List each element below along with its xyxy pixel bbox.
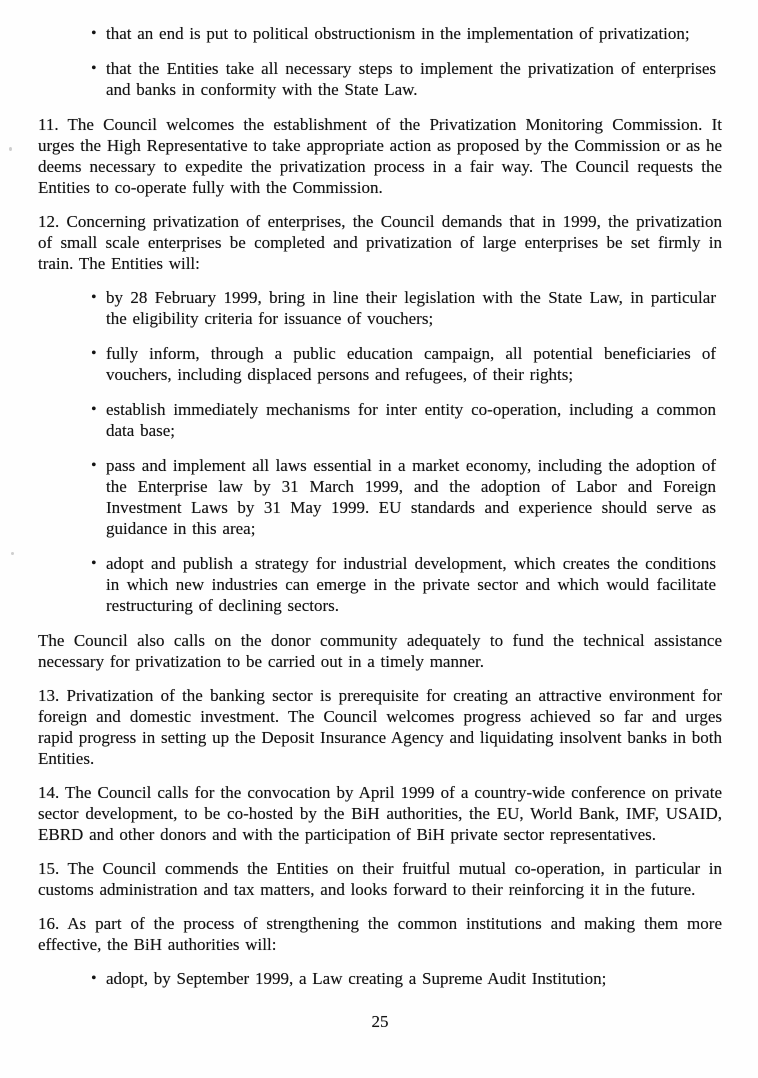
bullet-text: adopt, by September 1999, a Law creating a Supreme Audit Institution; [106,969,607,988]
page-number: 25 [371,1012,389,1031]
list-item [91,343,716,385]
list-item [91,23,716,44]
bullet-text: that the Entities take all necessary steps to implement the privatization of enterprises and banks in conformity with the State Law. [106,59,716,99]
bullet-icon: • [91,555,97,572]
top-bullet-list [38,23,722,100]
bullet-icon: • [91,289,97,306]
bullet-text: by 28 February 1999, bring in line their legislation with the State Law, in particular the eligibility criteria for issuance of vouchers; [106,288,716,328]
bullet-text: establish immediately mechanisms for inter entity co-operation, including a common data base; [106,400,716,440]
paragraph-13: 13. Privatization of the banking sector is prerequisite for creating an attractive environment for foreign and domestic investment. The Council welcomes progress achieved so far and urges rapid progress in setting up the Deposit Insurance Agency and liquidating insolvent banks in both Entities. [38,686,722,768]
list-item [91,553,716,616]
paragraph-11: 11. The Council welcomes the establishment of the Privatization Monitoring Commission. It urges the High Representative to take appropriate action as proposed by the Commission or as he deems necessary to expedite the privatization process in a fair way. The Council requests the Entities to co-operate fully with the Commission. [38,115,722,197]
bullet-text: adopt and publish a strategy for industrial development, which creates the conditions in which new industries can emerge in the private sector and which would facilitate restructuring of declining sectors. [106,554,716,615]
bullet-icon: • [91,25,97,42]
scan-artifact [11,552,14,555]
paragraph-16: 16. As part of the process of strengthening the common institutions and making them more effective, the BiH authorities will: [38,914,722,954]
scan-artifact [9,147,12,151]
bullet-icon: • [91,345,97,362]
bullet-text: pass and implement all laws essential in a market economy, including the adoption of the Enterprise law by 31 March 1999, and the adoption of Labor and Foreign Investment Laws by 31 May 1999. EU standards and experience should serve as guidance in this area; [106,456,716,538]
paragraph-15: 15. The Council commends the Entities on their fruitful mutual co-operation, in particular in customs administration and tax matters, and looks forward to their reinforcing it in the future. [38,859,722,899]
list-item [91,58,716,100]
paragraph-12: 12. Concerning privatization of enterprises, the Council demands that in 1999, the privatization of small scale enterprises be completed and privatization of large enterprises be set firmly in train. The Entities will: [38,212,722,273]
bullet-icon: • [91,970,97,987]
entities-bullet-list [38,287,722,616]
bullet-icon: • [91,401,97,418]
bullet-text: that an end is put to political obstructionism in the implementation of privatization; [106,24,690,43]
bullet-icon: • [91,60,97,77]
list-item [91,287,716,329]
list-item [91,455,716,539]
bullet-text: fully inform, through a public education campaign, all potential beneficiaries of vouchers, including displaced persons and refugees, of their rights; [106,344,716,384]
audit-bullet-list [38,968,722,989]
paragraph-donor: The Council also calls on the donor community adequately to fund the technical assistance necessary for privatization to be carried out in a timely manner. [38,631,722,671]
list-item [91,399,716,441]
bullet-icon: • [91,457,97,474]
paragraph-14: 14. The Council calls for the convocation by April 1999 of a country-wide conference on private sector development, to be co-hosted by the BiH authorities, the EU, World Bank, IMF, USAID, EBRD and other donors and with the participation of BiH private sector representatives. [38,783,722,844]
list-item [91,968,716,989]
